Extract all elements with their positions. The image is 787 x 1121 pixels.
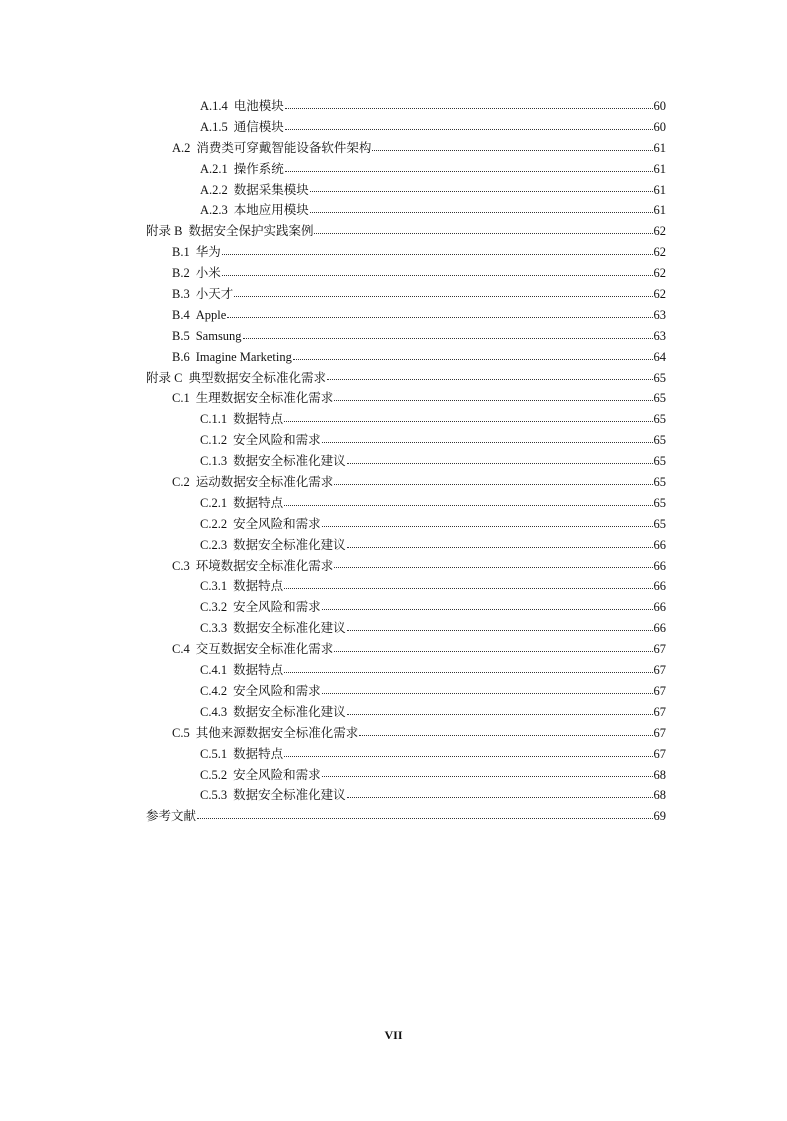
toc-dot-leader — [285, 171, 653, 172]
toc-entry-title: 数据安全标准化建议 — [233, 704, 346, 719]
toc-entry[interactable] — [0, 368, 787, 389]
toc-entry-line — [200, 535, 666, 556]
toc-entry-number: C.3 — [172, 558, 190, 573]
toc-entry-title: 环境数据安全标准化需求 — [195, 558, 334, 573]
toc-entry-page: 61 — [653, 203, 666, 218]
toc-entry-line — [172, 138, 666, 159]
toc-entry[interactable] — [0, 159, 787, 180]
toc-entry-title: 参考文献 — [146, 809, 197, 824]
page-footer-number: VII — [384, 1028, 403, 1042]
toc-entry-page: 67 — [653, 746, 666, 761]
table-of-contents — [0, 96, 787, 827]
toc-dot-leader — [197, 818, 652, 819]
toc-entry[interactable] — [0, 744, 787, 765]
toc-entry-number: C.3.1 — [200, 579, 228, 594]
toc-entry-page: 66 — [653, 537, 666, 552]
toc-dot-leader — [284, 505, 652, 506]
toc-dot-leader — [322, 442, 653, 443]
toc-entry[interactable] — [0, 409, 787, 430]
toc-entry-title: 数据特点 — [233, 495, 284, 510]
toc-dot-leader — [372, 150, 652, 151]
toc-entry[interactable] — [0, 576, 787, 597]
toc-entry[interactable] — [0, 117, 787, 138]
toc-entry-page: 66 — [653, 558, 666, 573]
toc-entry-title: Samsung — [195, 328, 242, 343]
toc-dot-leader — [359, 735, 652, 736]
toc-entry-line — [172, 556, 666, 577]
toc-entry-number: C.3.3 — [200, 621, 228, 636]
toc-entry[interactable] — [0, 785, 787, 806]
toc-entry[interactable] — [0, 263, 787, 284]
toc-entry-title: 数据安全保护实践案例 — [188, 224, 314, 239]
toc-entry-number: 附录 B — [146, 224, 183, 239]
toc-entry-line — [200, 430, 666, 451]
toc-entry-title: 生理数据安全标准化需求 — [195, 391, 334, 406]
toc-entry[interactable] — [0, 305, 787, 326]
toc-entry-number: C.2.1 — [200, 495, 228, 510]
toc-entry-line — [200, 765, 666, 786]
toc-entry-title: 电池模块 — [233, 99, 284, 113]
toc-entry-title: 数据特点 — [233, 663, 284, 678]
toc-dot-leader — [322, 693, 653, 694]
toc-entry[interactable] — [0, 660, 787, 681]
toc-entry-page: 62 — [653, 224, 666, 239]
toc-entry-title: 数据采集模块 — [233, 182, 309, 197]
toc-entry[interactable] — [0, 639, 787, 660]
toc-dot-leader — [293, 359, 653, 360]
toc-entry-title: 数据安全标准化建议 — [233, 788, 346, 803]
toc-entry-line — [172, 388, 666, 409]
toc-entry[interactable] — [0, 472, 787, 493]
toc-entry[interactable] — [0, 765, 787, 786]
toc-entry-line — [200, 702, 666, 723]
toc-entry-title: 数据特点 — [233, 412, 284, 427]
toc-entry-number: A.1.5 — [200, 119, 228, 134]
toc-entry-title: 运动数据安全标准化需求 — [195, 475, 334, 490]
toc-entry-title: 数据安全标准化建议 — [233, 537, 346, 552]
toc-entry[interactable] — [0, 200, 787, 221]
toc-entry-page: 66 — [653, 600, 666, 615]
toc-entry-page: 62 — [653, 287, 666, 302]
toc-entry-line — [172, 639, 666, 660]
toc-dot-leader — [227, 317, 652, 318]
toc-dot-leader — [347, 797, 653, 798]
toc-entry-number: C.3.2 — [200, 600, 228, 615]
toc-entry-title: Apple — [195, 307, 227, 322]
toc-entry-page: 63 — [653, 328, 666, 343]
toc-entry-line — [200, 597, 666, 618]
toc-entry-number: C.2.2 — [200, 516, 228, 531]
toc-entry[interactable] — [0, 681, 787, 702]
toc-dot-leader — [285, 108, 653, 109]
toc-entry-number: B.1 — [172, 245, 190, 260]
toc-entry-number: C.5 — [172, 725, 190, 740]
toc-entry-page: 69 — [653, 809, 666, 824]
toc-entry-line — [200, 514, 666, 535]
toc-entry-line — [200, 200, 666, 221]
toc-entry-title: 操作系统 — [233, 161, 284, 176]
toc-entry-number: A.2.3 — [200, 203, 228, 218]
toc-dot-leader — [222, 254, 653, 255]
toc-dot-leader — [234, 296, 652, 297]
toc-dot-leader — [310, 191, 653, 192]
toc-entry-title: 安全风险和需求 — [233, 516, 321, 531]
toc-entry-line — [172, 472, 666, 493]
toc-entry-number: C.4 — [172, 642, 190, 657]
toc-entry-line — [146, 221, 666, 242]
toc-entry-number: B.6 — [172, 349, 190, 364]
toc-entry-title: 交互数据安全标准化需求 — [195, 642, 334, 657]
toc-dot-leader — [347, 547, 653, 548]
toc-entry[interactable] — [0, 806, 787, 827]
toc-entry-page: 65 — [653, 454, 666, 469]
toc-entry-page: 62 — [653, 245, 666, 260]
toc-entry-line — [172, 284, 666, 305]
toc-entry-page: 65 — [653, 475, 666, 490]
toc-entry-page: 60 — [653, 99, 666, 113]
toc-entry-number: B.2 — [172, 266, 190, 281]
toc-entry-title: Imagine Marketing — [195, 349, 292, 364]
toc-entry[interactable] — [0, 451, 787, 472]
toc-entry-page: 61 — [653, 140, 666, 155]
toc-entry-number: B.5 — [172, 328, 190, 343]
toc-entry[interactable] — [0, 326, 787, 347]
toc-entry-page: 67 — [653, 642, 666, 657]
toc-entry-line — [200, 618, 666, 639]
toc-entry-number: A.2.2 — [200, 182, 228, 197]
toc-dot-leader — [327, 379, 653, 380]
toc-entry-page: 66 — [653, 621, 666, 636]
toc-entry-page: 67 — [653, 663, 666, 678]
toc-entry-line — [200, 117, 666, 138]
toc-dot-leader — [347, 714, 653, 715]
toc-entry-line — [200, 159, 666, 180]
toc-entry-page: 65 — [653, 495, 666, 510]
toc-dot-leader — [334, 484, 652, 485]
toc-entry-number: B.3 — [172, 287, 190, 302]
toc-entry-page: 65 — [653, 412, 666, 427]
toc-entry-page: 67 — [653, 725, 666, 740]
toc-entry-title: 安全风险和需求 — [233, 600, 321, 615]
toc-entry-line — [172, 347, 666, 368]
toc-entry-number: A.2.1 — [200, 161, 228, 176]
toc-dot-leader — [322, 609, 653, 610]
toc-entry-page: 68 — [653, 767, 666, 782]
toc-dot-leader — [284, 672, 652, 673]
toc-entry-title: 小米 — [195, 266, 221, 281]
toc-entry-number: C.5.1 — [200, 746, 228, 761]
toc-dot-leader — [314, 233, 652, 234]
toc-entry-page: 63 — [653, 307, 666, 322]
toc-entry-page: 65 — [653, 370, 666, 385]
toc-entry[interactable] — [0, 430, 787, 451]
toc-entry-title: 通信模块 — [233, 119, 284, 134]
toc-entry-number: C.1.1 — [200, 412, 228, 427]
toc-dot-leader — [322, 526, 653, 527]
toc-entry-page: 66 — [653, 579, 666, 594]
toc-entry-number: C.5.2 — [200, 767, 228, 782]
toc-entry-page: 60 — [653, 119, 666, 134]
toc-entry-number: C.2 — [172, 475, 190, 490]
toc-entry-number: A.1.4 — [200, 99, 228, 113]
toc-entry-line — [172, 263, 666, 284]
toc-entry-title: 数据安全标准化建议 — [233, 454, 346, 469]
toc-entry-title: 华为 — [195, 245, 221, 260]
toc-dot-leader — [243, 338, 653, 339]
toc-entry-title: 小天才 — [195, 287, 234, 302]
toc-entry[interactable] — [0, 493, 787, 514]
toc-dot-leader — [284, 756, 652, 757]
toc-entry-page: 65 — [653, 516, 666, 531]
toc-entry-number: C.4.2 — [200, 683, 228, 698]
toc-entry-page: 67 — [653, 704, 666, 719]
toc-entry[interactable] — [0, 556, 787, 577]
toc-entry[interactable] — [0, 618, 787, 639]
toc-entry-line — [200, 409, 666, 430]
toc-entry-number: C.1.2 — [200, 433, 228, 448]
toc-entry-title: 安全风险和需求 — [233, 767, 321, 782]
toc-entry-line — [172, 242, 666, 263]
toc-entry[interactable] — [0, 535, 787, 556]
toc-entry-page: 61 — [653, 161, 666, 176]
toc-dot-leader — [334, 567, 652, 568]
toc-entry-line — [146, 368, 666, 389]
toc-entry-page: 65 — [653, 433, 666, 448]
toc-entry-number: C.1.3 — [200, 454, 228, 469]
toc-entry-page: 62 — [653, 266, 666, 281]
toc-entry-title: 消费类可穿戴智能设备软件架构 — [196, 140, 372, 155]
toc-entry-number: B.4 — [172, 307, 190, 322]
toc-dot-leader — [334, 400, 652, 401]
toc-dot-leader — [284, 421, 652, 422]
toc-entry[interactable] — [0, 388, 787, 409]
toc-dot-leader — [322, 776, 653, 777]
toc-entry-title: 安全风险和需求 — [233, 683, 321, 698]
toc-entry[interactable] — [0, 284, 787, 305]
toc-entry-line — [200, 785, 666, 806]
toc-entry-number: C.4.1 — [200, 663, 228, 678]
toc-entry[interactable] — [0, 242, 787, 263]
toc-dot-leader — [284, 588, 652, 589]
toc-entry-title: 数据特点 — [233, 579, 284, 594]
toc-entry-page: 67 — [653, 683, 666, 698]
toc-entry[interactable] — [0, 597, 787, 618]
toc-entry-line — [200, 681, 666, 702]
toc-entry-line — [146, 806, 666, 827]
toc-entry-title: 数据安全标准化建议 — [233, 621, 346, 636]
toc-entry-line — [200, 660, 666, 681]
toc-entry-number: C.1 — [172, 391, 190, 406]
toc-entry-page: 68 — [653, 788, 666, 803]
toc-entry-title: 典型数据安全标准化需求 — [188, 370, 326, 385]
toc-entry-number: A.2 — [172, 140, 191, 155]
toc-dot-leader — [347, 630, 653, 631]
toc-entry-number: 附录 C — [146, 370, 183, 385]
toc-entry-number: C.2.3 — [200, 537, 228, 552]
toc-entry[interactable] — [0, 347, 787, 368]
toc-dot-leader — [334, 651, 652, 652]
toc-dot-leader — [285, 129, 653, 130]
toc-entry-line — [200, 96, 666, 117]
toc-entry-title: 数据特点 — [233, 746, 284, 761]
toc-entry-number: C.5.3 — [200, 788, 228, 803]
toc-entry-page: 61 — [653, 182, 666, 197]
toc-entry-line — [200, 744, 666, 765]
toc-entry[interactable] — [0, 514, 787, 535]
toc-entry[interactable] — [0, 221, 787, 242]
toc-entry-line — [172, 305, 666, 326]
toc-entry-page: 64 — [653, 349, 666, 364]
toc-entry[interactable] — [0, 702, 787, 723]
toc-entry-line — [200, 451, 666, 472]
toc-entry-line — [172, 326, 666, 347]
toc-entry[interactable] — [0, 180, 787, 201]
toc-entry[interactable] — [0, 138, 787, 159]
toc-entry-line — [200, 180, 666, 201]
toc-entry-page: 65 — [653, 391, 666, 406]
toc-entry-title: 本地应用模块 — [233, 203, 309, 218]
toc-dot-leader — [347, 463, 653, 464]
toc-entry[interactable] — [0, 723, 787, 744]
toc-entry-number: C.4.3 — [200, 704, 228, 719]
toc-dot-leader — [310, 212, 653, 213]
toc-entry-line — [172, 723, 666, 744]
toc-dot-leader — [222, 275, 653, 276]
toc-entry-title: 其他来源数据安全标准化需求 — [195, 725, 359, 740]
toc-entry[interactable] — [0, 96, 787, 117]
toc-entry-line — [200, 493, 666, 514]
toc-entry-title: 安全风险和需求 — [233, 433, 321, 448]
toc-entry-line — [200, 576, 666, 597]
